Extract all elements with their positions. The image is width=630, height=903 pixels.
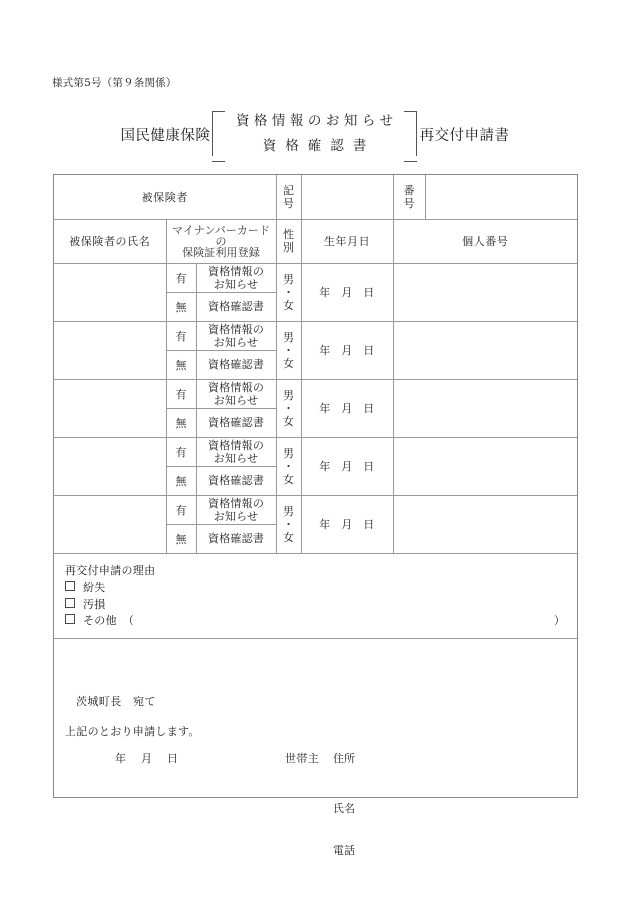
row-gender-select[interactable] — [276, 321, 301, 379]
row-none-document: 資格確認書 — [196, 408, 276, 437]
header-insured-person: 被保険者 — [54, 175, 276, 219]
row-birthdate-input[interactable] — [301, 437, 393, 495]
reason-option-damaged[interactable] — [65, 597, 577, 614]
reason-option-other-label: その他 （ — [83, 614, 134, 627]
symbol-char-2: 号 — [283, 196, 295, 210]
table-row — [54, 437, 577, 466]
app-date-day: 日 — [167, 752, 179, 766]
symbol-char-1: 記 — [283, 183, 295, 197]
form-table-container — [53, 174, 578, 858]
insured-persons-table — [54, 175, 577, 858]
row-name-input[interactable] — [54, 379, 166, 437]
row-gender-select[interactable] — [276, 263, 301, 321]
symbol-value-cell[interactable] — [301, 175, 393, 219]
title-center-line1: 資格情報のお知らせ — [235, 113, 398, 129]
gender-female: 女 — [283, 530, 295, 544]
row-has-label[interactable]: 有 — [166, 321, 196, 350]
gender-male: 男 — [283, 330, 295, 344]
title-right-text: 再交付申請書 — [419, 127, 510, 144]
row-gender-select[interactable] — [276, 379, 301, 437]
row-none-label[interactable]: 無 — [166, 350, 196, 379]
householder-label: 世帯主 — [285, 752, 320, 766]
row-personal-number-input[interactable] — [393, 437, 577, 495]
row-has-document — [196, 379, 276, 408]
has-doc-line1: 資格情報の — [208, 438, 265, 452]
reason-other-paren-close: ） — [554, 614, 566, 627]
gender-separator: ・ — [283, 401, 295, 415]
reason-option-other[interactable] — [65, 613, 577, 630]
number-char-1: 番 — [403, 183, 415, 197]
application-date-input[interactable] — [115, 750, 193, 766]
table-header-row-1 — [54, 175, 577, 219]
birth-year: 年 — [319, 402, 331, 415]
gender-separator: ・ — [283, 517, 295, 531]
row-personal-number-input[interactable] — [393, 379, 577, 437]
row-has-document — [196, 437, 276, 466]
form-number-label: 様式第5号（第９条関係） — [52, 77, 177, 89]
has-doc-line1: 資格情報の — [208, 322, 265, 336]
gender-separator: ・ — [283, 343, 295, 357]
bracket-left-icon — [212, 111, 225, 156]
name-field-label[interactable]: 氏名 — [333, 802, 355, 816]
reason-section-row — [54, 553, 577, 638]
declaration-section-row — [54, 638, 577, 790]
reason-option-lost-label: 紛失 — [83, 581, 106, 594]
gender-male: 男 — [283, 388, 295, 402]
gender-char-2: 別 — [283, 241, 295, 254]
birth-year: 年 — [319, 344, 331, 357]
gender-female: 女 — [283, 356, 295, 370]
birth-month: 月 — [341, 518, 353, 531]
has-doc-line1: 資格情報の — [208, 496, 265, 510]
row-has-label[interactable]: 有 — [166, 263, 196, 292]
checkbox-other-icon[interactable] — [65, 614, 75, 624]
header-birthdate: 生年月日 — [301, 219, 393, 263]
bracket-right-icon — [404, 111, 417, 156]
row-personal-number-input[interactable] — [393, 263, 577, 321]
row-none-document: 資格確認書 — [196, 292, 276, 321]
row-birthdate-input[interactable] — [301, 263, 393, 321]
gender-female: 女 — [283, 298, 295, 312]
header-insured-name: 被保険者の氏名 — [54, 219, 166, 263]
reason-heading: 再交付申請の理由 — [65, 563, 156, 577]
checkbox-lost-icon[interactable] — [65, 581, 75, 591]
has-doc-line1: 資格情報の — [208, 380, 265, 394]
title-center — [225, 109, 403, 159]
birth-year: 年 — [319, 518, 331, 531]
birth-month: 月 — [341, 344, 353, 357]
gender-female: 女 — [283, 472, 295, 486]
row-name-input[interactable] — [54, 321, 166, 379]
birth-month: 月 — [341, 460, 353, 473]
has-doc-line2: お知らせ — [213, 509, 259, 523]
table-body — [54, 175, 577, 858]
row-name-input[interactable] — [54, 495, 166, 553]
row-birthdate-input[interactable] — [301, 495, 393, 553]
number-char-2: 号 — [403, 196, 415, 210]
birth-month: 月 — [341, 286, 353, 299]
has-doc-line1: 資格情報の — [208, 264, 265, 278]
reason-block — [54, 554, 577, 638]
table-row — [54, 321, 577, 350]
birth-day: 日 — [363, 518, 375, 531]
row-none-document: 資格確認書 — [196, 524, 276, 553]
mynumber-ruby-line2: 保険証利用登録 — [182, 245, 260, 259]
app-date-month: 月 — [141, 752, 153, 766]
has-doc-line2: お知らせ — [213, 335, 259, 349]
birth-year: 年 — [319, 286, 331, 299]
header-mynumber-card — [166, 219, 276, 263]
number-value-cell[interactable] — [425, 175, 577, 219]
gender-male: 男 — [283, 272, 295, 286]
table-header-row-2 — [54, 219, 577, 263]
header-symbol-label — [276, 175, 301, 219]
row-gender-select[interactable] — [276, 437, 301, 495]
row-personal-number-input[interactable] — [393, 495, 577, 553]
reason-section-cell — [54, 553, 577, 638]
birth-day: 日 — [363, 402, 375, 415]
row-has-label[interactable]: 有 — [166, 437, 196, 466]
birth-year: 年 — [319, 460, 331, 473]
gender-separator: ・ — [283, 459, 295, 473]
gender-char-1: 性 — [283, 228, 295, 241]
row-has-document — [196, 495, 276, 524]
row-none-document: 資格確認書 — [196, 350, 276, 379]
row-has-document — [196, 263, 276, 292]
title-center-line2: 資格確認書 — [262, 138, 376, 154]
birth-day: 日 — [363, 286, 375, 299]
birth-month: 月 — [341, 402, 353, 415]
gender-male: 男 — [283, 504, 295, 518]
row-none-document: 資格確認書 — [196, 466, 276, 495]
has-doc-line2: お知らせ — [213, 451, 259, 465]
table-row — [54, 263, 577, 292]
row-none-label[interactable]: 無 — [166, 524, 196, 553]
reason-option-damaged-label: 汚損 — [83, 597, 106, 611]
addressee-label: 茨城町長 宛て — [76, 695, 156, 709]
header-personal-number: 個人番号 — [393, 219, 577, 263]
telephone-field-label[interactable]: 電話 — [333, 844, 355, 858]
gender-female: 女 — [283, 414, 295, 428]
birth-day: 日 — [363, 344, 375, 357]
address-field-label[interactable]: 住所 — [333, 752, 355, 766]
row-has-label[interactable]: 有 — [166, 495, 196, 524]
row-none-label[interactable]: 無 — [166, 408, 196, 437]
title-left-text: 国民健康保険 — [120, 127, 211, 144]
has-doc-line2: お知らせ — [213, 393, 259, 407]
table-row — [54, 495, 577, 524]
document-title — [52, 108, 578, 160]
gender-separator: ・ — [283, 285, 295, 299]
declaration-statement: 上記のとおり申請します。 — [65, 725, 200, 739]
row-birthdate-input[interactable] — [301, 379, 393, 437]
row-name-input[interactable] — [54, 263, 166, 321]
row-gender-select[interactable] — [276, 495, 301, 553]
declaration-section-cell — [54, 638, 577, 858]
header-number-label — [393, 175, 425, 219]
app-date-year: 年 — [115, 752, 127, 766]
mynumber-ruby-line1: マイナンバーカードの — [171, 223, 271, 248]
row-has-document — [196, 321, 276, 350]
header-gender-label — [276, 219, 301, 263]
row-name-input[interactable] — [54, 437, 166, 495]
gender-male: 男 — [283, 446, 295, 460]
row-personal-number-input[interactable] — [393, 321, 577, 379]
birth-day: 日 — [363, 460, 375, 473]
row-birthdate-input[interactable] — [301, 321, 393, 379]
row-none-label[interactable]: 無 — [166, 466, 196, 495]
table-row — [54, 379, 577, 408]
checkbox-damaged-icon[interactable] — [65, 598, 75, 608]
row-none-label[interactable]: 無 — [166, 292, 196, 321]
has-doc-line2: お知らせ — [213, 277, 259, 291]
row-has-label[interactable]: 有 — [166, 379, 196, 408]
reason-option-lost[interactable] — [65, 580, 577, 597]
